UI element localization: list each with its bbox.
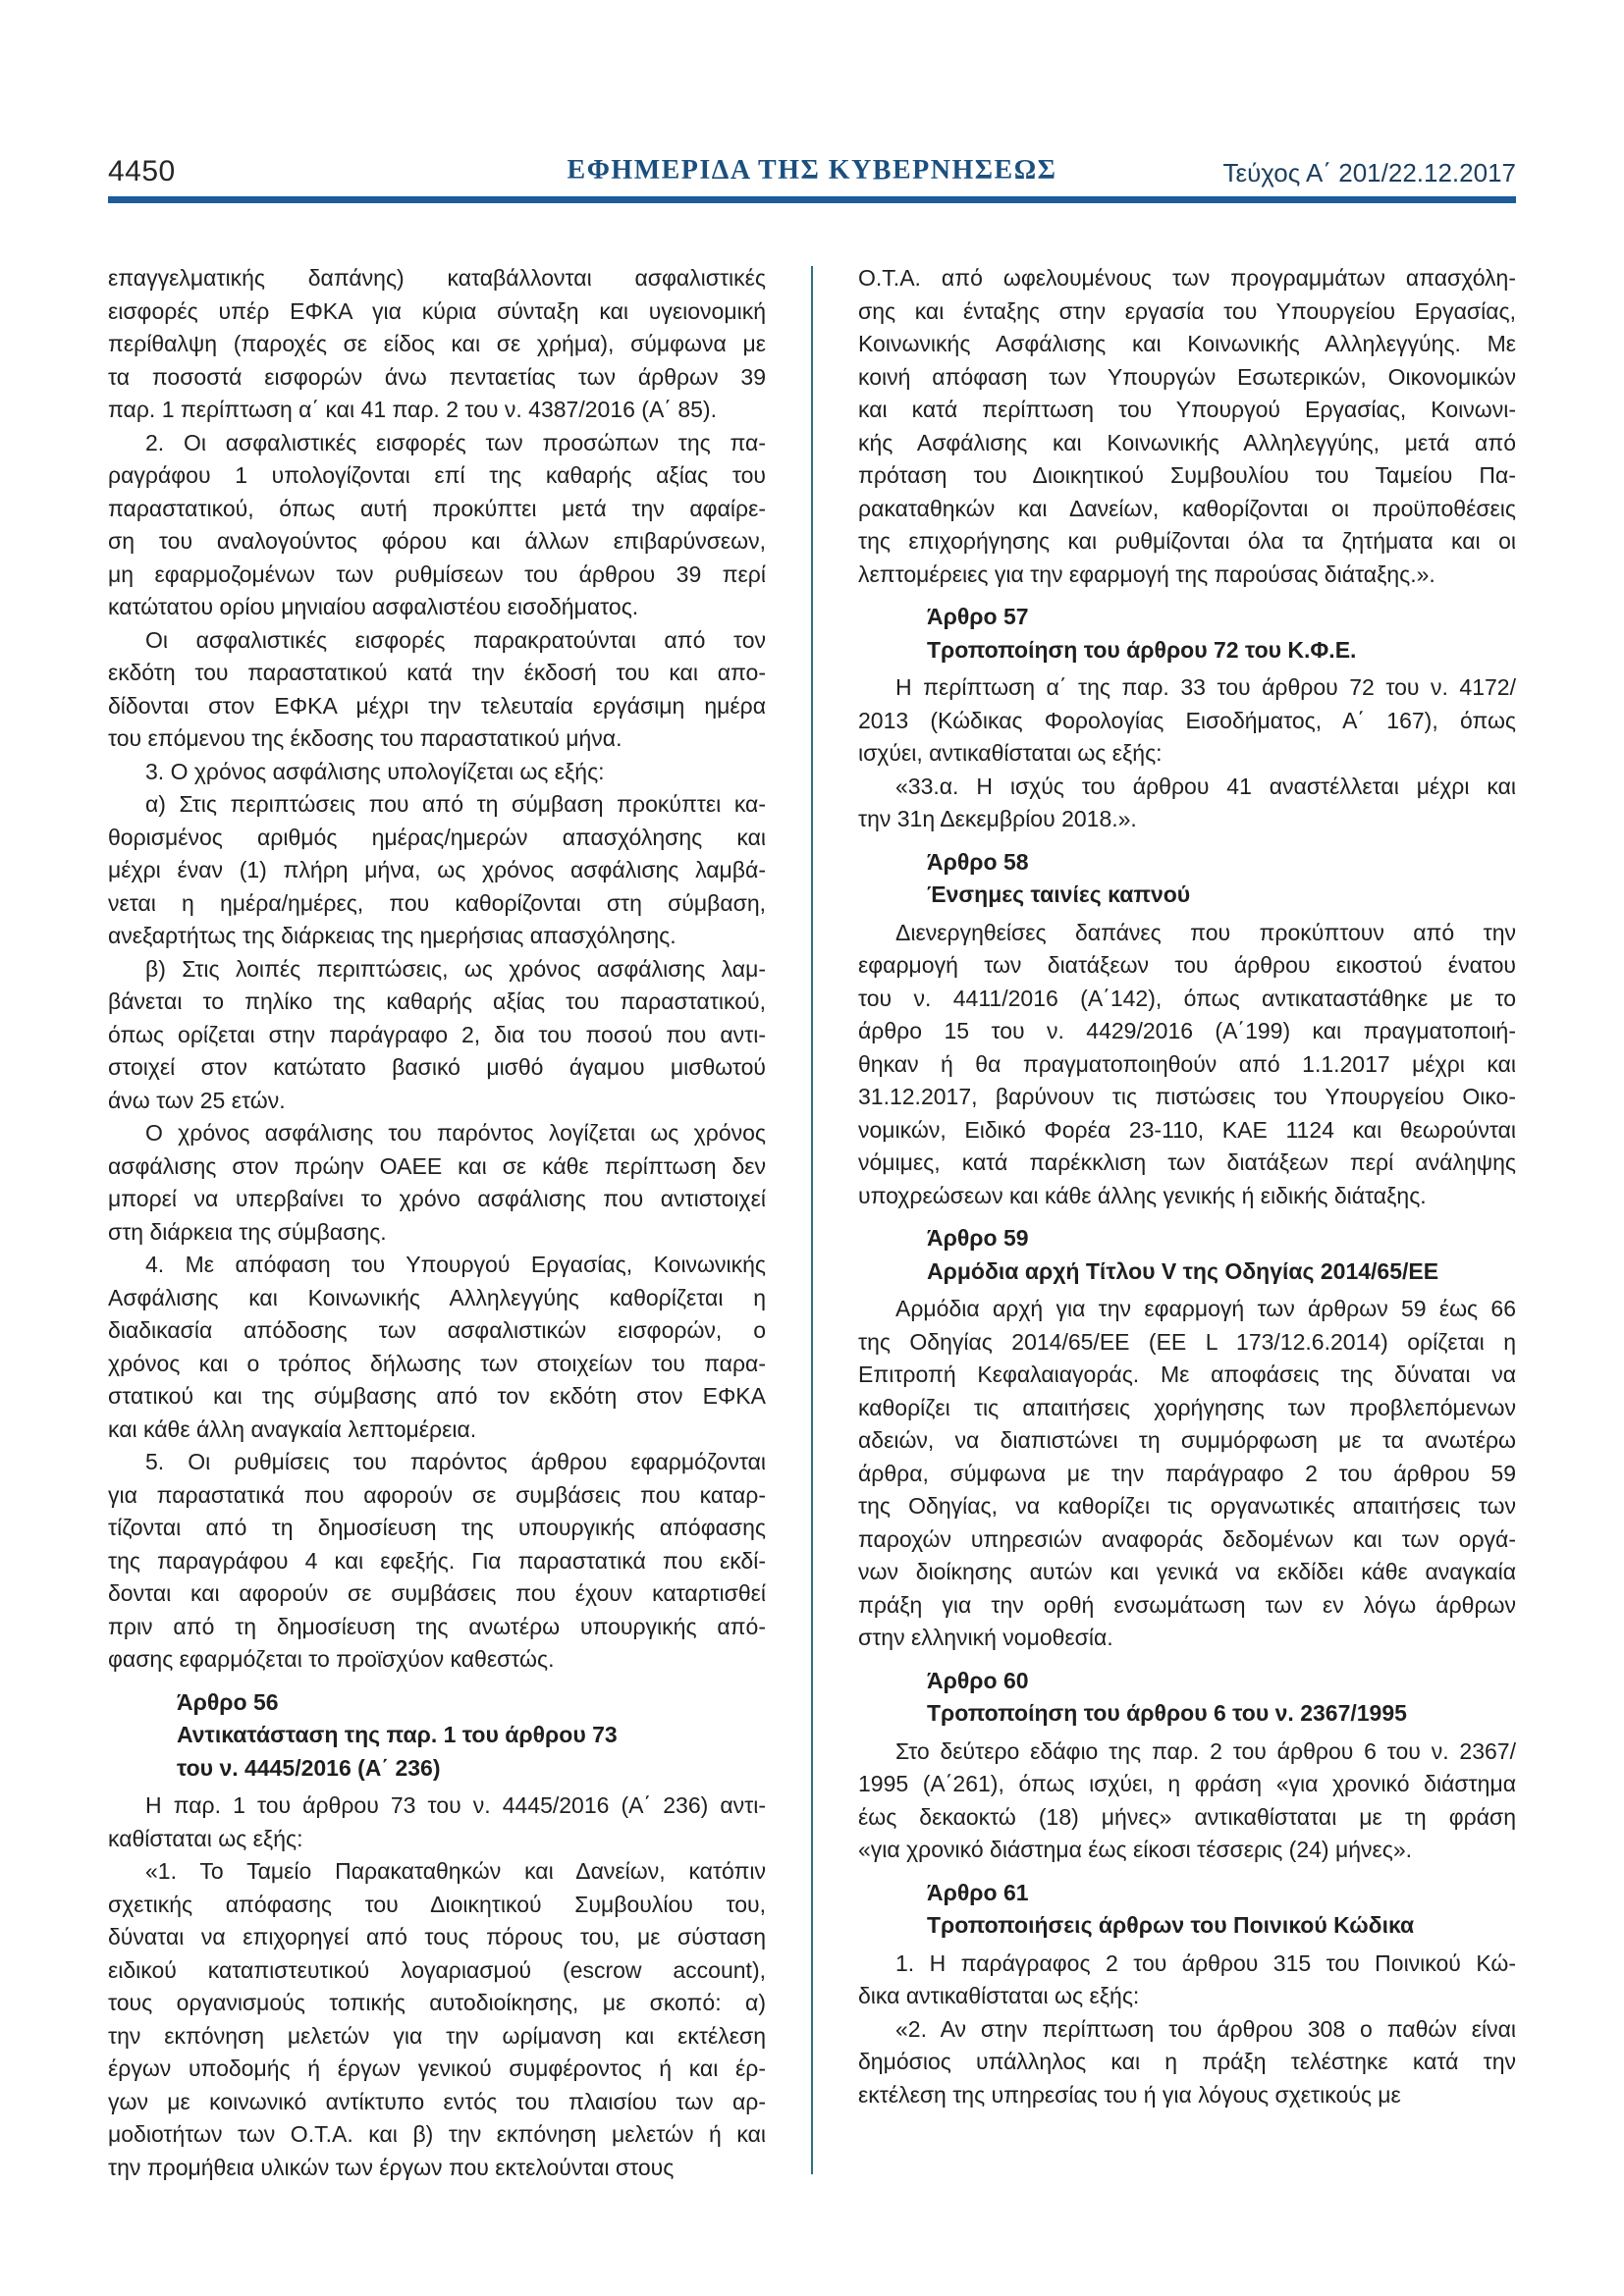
text-line: μπορεί να υπερβαίνει το χρόνο ασφάλισης που αντιστοιχεί <box>108 1186 766 1211</box>
text-line: μέχρι έναν (1) πλήρη μήνα, ως χρόνος ασφάλισης λαμβά- <box>108 857 766 882</box>
text-line: Ασφάλισης και Κοινωνικής Αλληλεγγύης καθορίζεται η <box>108 1284 766 1310</box>
text-line: τίζονται από τη δημοσίευση της υπουργικής απόφασης <box>108 1515 766 1540</box>
issue-label: Τεύχος Α΄ 201/22.12.2017 <box>1222 158 1516 187</box>
text-line: νόμιμες, κατά παρέκκλιση των διατάξεων περί ανάληψης <box>858 1149 1516 1175</box>
content-columns <box>108 203 1516 2184</box>
text-line: σης και ένταξης στην εργασία του Υπουργείου Εργασίας, <box>858 297 1516 324</box>
page-number: 4450 <box>108 155 176 187</box>
article-heading <box>177 1686 766 1786</box>
text-line: δημόσιος υπάλληλος και η πράξη τελέστηκε κατά την <box>858 2049 1516 2074</box>
text-line: αδειών, να διαπιστώνει τη συμμόρφωση με τα ανωτέρω <box>858 1427 1516 1453</box>
text-line: πριν από τη δημοσίευση της ανωτέρω υπουργικής από- <box>108 1613 766 1639</box>
left-column <box>108 262 766 2184</box>
text-line: και κάθε άλλη αναγκαία λεπτομέρεια. <box>108 1415 477 1442</box>
text-line: ισχύει, αντικαθίσταται ως εξής: <box>858 740 1163 766</box>
article-heading <box>927 601 1516 667</box>
text-line: λεπτομέρειες για την εφαρμογή της παρούσας διάταξης.». <box>858 561 1435 587</box>
text-line: νεται η ημέρα/ημέρες, που καθορίζονται στη σύμβαση, <box>108 889 766 916</box>
heading-line: Άρθρο 56 <box>177 1688 279 1715</box>
heading-line: Αρμόδια αρχή Τίτλου V της Οδηγίας 2014/65/ΕΕ <box>927 1257 1439 1284</box>
text-line: 4. Με απόφαση του Υπουργού Εργασίας, Κοινωνικής <box>145 1252 766 1277</box>
paragraph <box>858 1293 1516 1655</box>
heading-line: του ν. 4445/2016 (Α΄ 236) <box>177 1754 441 1781</box>
paragraph <box>108 953 766 1118</box>
text-line: δικα αντικαθίσταται ως εξής: <box>858 1983 1140 2008</box>
text-line: την εκπόνηση μελετών για την ωρίμανση και εκτέλεση <box>108 2022 766 2049</box>
text-line: σχετικής απόφασης του Διοικητικού Συμβουλίου του, <box>108 1891 766 1917</box>
text-line: 1995 (Α΄261), όπως ισχύει, η φράση «για χρονικό διάστημα <box>858 1771 1516 1796</box>
text-line: θορισμένος αριθμός ημέρας/ημερών απασχόλησης και <box>108 824 766 850</box>
text-line: Αρμόδια αρχή για την εφαρμογή των άρθρων 59 έως 66 <box>895 1296 1516 1321</box>
heading-line: Τροποποιήσεις άρθρων του Ποινικού Κώδικα <box>927 1912 1415 1938</box>
text-line: εκδότη του παραστατικού κατά την έκδοσή του και απο- <box>108 660 766 685</box>
text-line: ασφάλισης στον πρώην ΟΑΕΕ και σε κάθε περίπτωση δεν <box>108 1152 766 1179</box>
text-line: 2013 (Κώδικας Φορολογίας Εισοδήματος, Α΄ 167), όπως <box>858 707 1516 733</box>
text-line: Ο χρόνος ασφάλισης του παρόντος λογίζεται ως χρόνος <box>145 1120 766 1146</box>
paragraph <box>108 1117 766 1249</box>
text-line: την 31η Δεκεμβρίου 2018.». <box>858 806 1137 831</box>
text-line: της επιχορήγησης και ρυθμίζονται όλα τα ζητήματα και οι <box>858 528 1516 554</box>
text-line: Στο δεύτερο εδάφιο της παρ. 2 του άρθρου 6 του ν. 2367/ <box>895 1737 1516 1764</box>
paragraph <box>108 1789 766 1855</box>
text-line: επαγγελματικής δαπάνης) καταβάλλονται ασφαλιστικές <box>108 265 766 291</box>
text-line: πρόταση του Διοικητικού Συμβουλίου του Ταμείου Πα- <box>858 462 1516 488</box>
text-line: φασης εφαρμόζεται το προϊσχύον καθεστώς. <box>108 1646 555 1672</box>
text-line: πράξη για την ορθή ενσωμάτωση των εν λόγω άρθρων <box>858 1591 1516 1618</box>
text-line: παροχών υπηρεσιών αναφοράς δεδομένων και των οργά- <box>858 1525 1516 1552</box>
text-line: του ν. 4411/2016 (Α΄142), όπως αντικαταστάθηκε με το <box>858 985 1516 1011</box>
text-line: της Οδηγίας, να καθορίζει τις οργανωτικές απαιτήσεις των <box>858 1493 1516 1519</box>
text-line: β) Στις λοιπές περιπτώσεις, ως χρόνος ασφάλισης λαμ- <box>145 955 766 982</box>
right-column <box>858 262 1516 2184</box>
page-header <box>108 0 1516 188</box>
text-line: για παραστατικά που αφορούν σε συμβάσεις που καταρ- <box>108 1481 766 1508</box>
text-line: και κατά περίπτωση του Υπουργού Εργασίας, Κοινωνι- <box>858 397 1516 422</box>
paragraph <box>858 771 1516 836</box>
text-line: Η παρ. 1 του άρθρου 73 του ν. 4445/2016 (Α΄ 236) αντι- <box>145 1792 766 1818</box>
text-line: άρθρα, σύμφωνα με την παράγραφο 2 του άρθρου 59 <box>858 1460 1516 1486</box>
text-line: παρ. 1 περίπτωση α΄ και 41 παρ. 2 του ν. 4387/2016 (Α΄ 85). <box>108 397 717 422</box>
paragraph <box>108 427 766 624</box>
text-line: ανεξαρτήτως της διάρκειας της ημερήσιας απασχόλησης. <box>108 923 677 948</box>
text-line: στατικού και της σύμβασης από τον εκδότη στον ΕΦΚΑ <box>108 1383 766 1409</box>
text-line: υποχρεώσεων και κάθε άλλης γενικής ή ειδικής διάταξης. <box>858 1182 1427 1208</box>
text-line: βάνεται το πηλίκο της καθαρής αξίας του παραστατικού, <box>108 988 766 1014</box>
text-line: θηκαν ή θα πραγματοποιηθούν από 1.1.2017 μέχρι και <box>858 1050 1516 1077</box>
text-line: τα ποσοστά εισφορών άνω πενταετίας των άρθρων 39 <box>108 363 766 390</box>
text-line: περίθαλψη (παροχές σε είδος και σε χρήμα), σύμφωνα με <box>108 331 766 356</box>
column-divider <box>766 262 858 2184</box>
heading-line: Άρθρο 60 <box>927 1667 1029 1693</box>
article-heading <box>927 1877 1516 1943</box>
text-line: ραγράφου 1 υπολογίζονται επί της καθαρής αξίας του <box>108 462 766 488</box>
text-line: γων με κοινωνικό αντίκτυπο εντός του πλαισίου των αρ- <box>108 2088 766 2114</box>
text-line: 3. Ο χρόνος ασφάλισης υπολογίζεται ως εξής: <box>145 758 605 784</box>
text-line: έργων υποδομής ή έργων γενικού συμφέροντος ή και έρ- <box>108 2056 766 2081</box>
text-line: στοιχεί στον κατώτατο βασικό μισθό άγαμου μισθωτού <box>108 1054 766 1080</box>
paragraph <box>108 624 766 756</box>
text-line: του επόμενου της έκδοσης του παραστατικού μήνα. <box>108 725 623 751</box>
text-line: μη εφαρμοζομένων των ρυθμίσεων του άρθρου 39 περί <box>108 561 766 587</box>
text-line: Η περίπτωση α΄ της παρ. 33 του άρθρου 72 του ν. 4172/ <box>895 674 1516 700</box>
text-line: «2. Αν στην περίπτωση του άρθρου 308 ο παθών είναι <box>895 2015 1516 2042</box>
text-line: κατώτατου ορίου μηνιαίου ασφαλιστέου εισοδήματος. <box>108 594 639 619</box>
text-line: εκτέλεση της υπηρεσίας του ή για λόγους σχετικούς με <box>858 2081 1401 2108</box>
text-line: δίδονται στον ΕΦΚΑ μέχρι την τελευταία εργάσιμη ημέρα <box>108 692 766 719</box>
text-line: την προμήθεια υλικών των έργων που εκτελούνται στους <box>108 2154 675 2180</box>
heading-line: Άρθρο 58 <box>927 848 1029 875</box>
text-line: καθίσταται ως εξής: <box>108 1825 303 1851</box>
text-line: Ο.Τ.Α. από ωφελουμένους των προγραμμάτων απασχόλη- <box>858 265 1516 291</box>
text-line: έως δεκαοκτώ (18) μήνες» αντικαθίσταται με τη φράση <box>858 1803 1516 1830</box>
paragraph <box>858 1735 1516 1867</box>
paragraph <box>858 262 1516 591</box>
text-line: Οι ασφαλιστικές εισφορές παρακρατούνται από τον <box>145 626 766 653</box>
text-line: κής Ασφάλισης και Κοινωνικής Αλληλεγγύης, μετά από <box>858 429 1516 455</box>
heading-line: Ένσημες ταινίες καπνού <box>927 881 1191 907</box>
text-line: ση του αναλογούντος φόρου και άλλων επιβαρύνσεων, <box>108 528 766 554</box>
gazette-title: ΕΦΗΜΕΡΙΔΑ ΤΗΣ ΚΥΒΕΡΝΗΣΕΩΣ <box>567 155 1057 186</box>
text-line: στην ελληνική νομοθεσία. <box>858 1625 1113 1650</box>
heading-line: Τροποποίηση του άρθρου 72 του Κ.Φ.Ε. <box>927 636 1357 663</box>
paragraph <box>858 917 1516 1213</box>
heading-line: Αντικατάσταση της παρ. 1 του άρθρου 73 <box>177 1722 618 1747</box>
heading-line: Τροποποίηση του άρθρου 6 του ν. 2367/1995 <box>927 1700 1407 1726</box>
text-line: 1. Η παράγραφος 2 του άρθρου 315 του Ποινικού Κώ- <box>895 1949 1516 1976</box>
paragraph <box>108 262 766 427</box>
header-rule <box>108 196 1516 203</box>
paragraph <box>108 756 766 789</box>
text-line: ειδικού καταπιστευτικού λογαριασμού (escrow account), <box>108 1956 766 1983</box>
text-line: «για χρονικό διάστημα έως είκοσι τέσσερις (24) μήνες». <box>858 1837 1413 1862</box>
text-line: 5. Οι ρυθμίσεις του παρόντος άρθρου εφαρμόζονται <box>145 1449 766 1474</box>
text-line: εισφορές υπέρ ΕΦΚΑ για κύρια σύνταξη και υγειονομική <box>108 297 766 324</box>
text-line: της παραγράφου 4 και εφεξής. Για παραστατικά που εκδί- <box>108 1547 766 1574</box>
heading-line: Άρθρο 57 <box>927 604 1029 629</box>
text-line: Κοινωνικής Ασφάλισης και Κοινωνικής Αλληλεγγύης. Με <box>858 331 1516 356</box>
text-line: νων διοίκησης αυτών και γενικά να εκδίδει κάθε αναγκαία <box>858 1559 1516 1584</box>
text-line: άνω των 25 ετών. <box>108 1087 286 1113</box>
text-line: 2. Οι ασφαλιστικές εισφορές των προσώπων της πα- <box>145 429 766 455</box>
paragraph <box>858 1948 1516 2013</box>
text-line: εφαρμογή των διατάξεων του άρθρου εικοστού ένατου <box>858 952 1516 978</box>
text-line: «33.α. Η ισχύς του άρθρου 41 αναστέλλεται μέχρι και <box>895 773 1516 799</box>
text-line: στη διάρκεια της σύμβασης. <box>108 1218 387 1245</box>
text-line: της Οδηγίας 2014/65/ΕΕ (ΕΕ L 173/12.6.2014) ορίζεται η <box>858 1328 1516 1355</box>
text-line: διαδικασία απόδοσης των ασφαλιστικών εισφορών, ο <box>108 1317 766 1343</box>
text-line: 31.12.2017, βαρύνουν τις πιστώσεις του Υπουργείου Οικο- <box>858 1084 1516 1109</box>
heading-line: Άρθρο 61 <box>927 1879 1029 1905</box>
text-line: Διενεργηθείσες δαπάνες που προκύπτουν από την <box>895 919 1516 945</box>
text-line: μοδιοτήτων των Ο.Τ.Α. και β) την εκπόνηση μελετών ή και <box>108 2121 766 2147</box>
text-line: παραστατικού, όπως αυτή προκύπτει μετά την αφαίρε- <box>108 495 766 521</box>
text-line: τους οργανισμούς τοπικής αυτοδιοίκησης, με σκοπό: α) <box>108 1990 766 2015</box>
paragraph <box>108 1446 766 1677</box>
text-line: άρθρο 15 του ν. 4429/2016 (Α΄199) και πραγματοποιή- <box>858 1018 1516 1043</box>
text-line: νομικών, Ειδικό Φορέα 23-110, ΚΑΕ 1124 και θεωρούνται <box>858 1116 1516 1143</box>
text-line: χρόνος και ο τρόπος δήλωσης των στοιχείων του παρα- <box>108 1350 766 1376</box>
text-line: όπως ορίζεται στην παράγραφο 2, δια του ποσού που αντι- <box>108 1021 766 1047</box>
paragraph <box>858 671 1516 771</box>
text-line: κοινή απόφαση των Υπουργών Εσωτερικών, Οικονομικών <box>858 363 1516 390</box>
text-line: Επιτροπή Κεφαλαιαγοράς. Με αποφάσεις της δύναται να <box>858 1362 1516 1387</box>
paragraph <box>108 1855 766 2184</box>
text-line: δονται και αφορούν σε συμβάσεις που έχουν καταρτισθεί <box>108 1580 766 1606</box>
text-line: α) Στις περιπτώσεις που από τη σύμβαση προκύπτει κα- <box>145 791 766 817</box>
text-line: ρακαταθηκών και Δανείων, καθορίζονται οι προϋποθέσεις <box>858 495 1516 521</box>
article-heading <box>927 1222 1516 1288</box>
article-heading <box>927 1665 1516 1731</box>
text-line: καθορίζει τις απαιτήσεις χορήγησης των προβλεπόμενων <box>858 1394 1516 1420</box>
paragraph <box>858 2013 1516 2112</box>
paragraph <box>108 1249 766 1446</box>
text-line: «1. Το Ταμείο Παρακαταθηκών και Δανείων, κατόπιν <box>145 1858 766 1884</box>
paragraph <box>108 788 766 953</box>
text-line: δύναται να επιχορηγεί από τους πόρους του, με σύσταση <box>108 1924 766 1949</box>
heading-line: Άρθρο 59 <box>927 1225 1029 1251</box>
article-heading <box>927 846 1516 912</box>
